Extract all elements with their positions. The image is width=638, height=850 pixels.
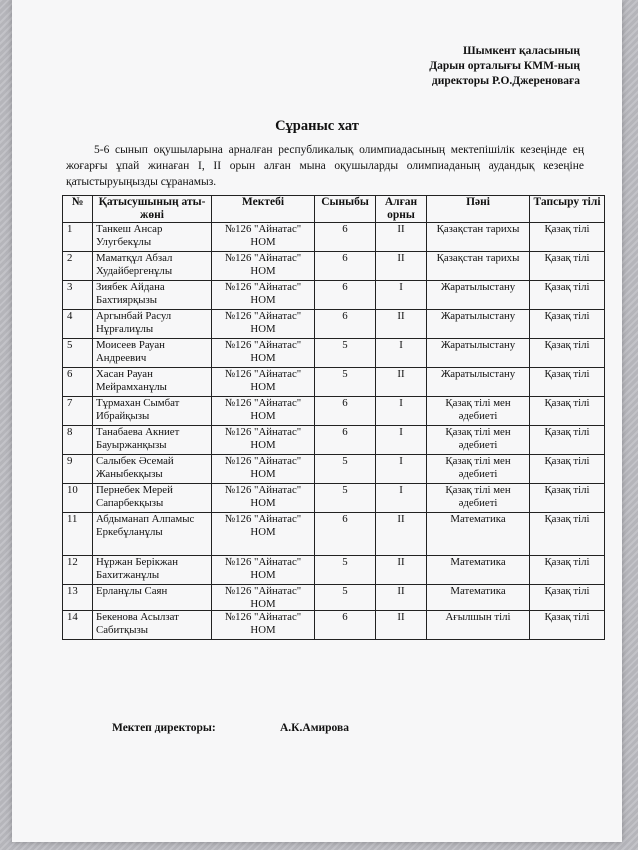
- table-row: [63, 339, 605, 368]
- cell-school: №126 "Айнатас" НОМ: [212, 455, 315, 484]
- cell-lang: Қазақ тілі: [530, 426, 605, 455]
- cell-num: 5: [63, 339, 93, 368]
- cell-num: 13: [63, 585, 93, 611]
- cell-subject: Қазақ тілі мен әдебиеті: [427, 397, 530, 426]
- cell-lang: Қазақ тілі: [530, 223, 605, 252]
- cell-subject: Қазақ тілі мен әдебиеті: [427, 484, 530, 513]
- header-lang: Тапсыру тілі: [530, 196, 605, 223]
- addressee-block: [429, 44, 580, 89]
- cell-subject: Жаратылыстану: [427, 339, 530, 368]
- cell-subject: Қазақ тілі мен әдебиеті: [427, 426, 530, 455]
- cell-place: ІІ: [376, 310, 427, 339]
- cell-place: І: [376, 426, 427, 455]
- cell-lang: Қазақ тілі: [530, 252, 605, 281]
- table-body: [63, 223, 605, 640]
- cell-subject: Математика: [427, 585, 530, 611]
- header-school: Мектебі: [212, 196, 315, 223]
- intro-paragraph: 5-6 сынып оқушыларына арналған республикалық олимпиадасының мектепішілік кезеңінде ең жоғарғы ұпай жинаған І, ІІ орын алған мына оқушыларды олимпиаданың аудандық кезеңіне қатыстыруыңызды сұранамыз.: [66, 144, 584, 188]
- cell-grade: 6: [315, 397, 376, 426]
- cell-school: №126 "Айнатас" НОМ: [212, 252, 315, 281]
- cell-name: Маматқұл Абзал Худайбергенұлы: [93, 252, 212, 281]
- cell-num: 12: [63, 556, 93, 585]
- cell-grade: 5: [315, 585, 376, 611]
- cell-place: І: [376, 281, 427, 310]
- cell-name: Хасан Рауан Мейрамханұлы: [93, 368, 212, 397]
- cell-school: №126 "Айнатас" НОМ: [212, 484, 315, 513]
- cell-lang: Қазақ тілі: [530, 310, 605, 339]
- director-name: А.К.Амирова: [280, 722, 349, 734]
- cell-num: 11: [63, 513, 93, 556]
- cell-school: №126 "Айнатас" НОМ: [212, 310, 315, 339]
- cell-place: ІІ: [376, 585, 427, 611]
- cell-subject: Жаратылыстану: [427, 281, 530, 310]
- cell-num: 9: [63, 455, 93, 484]
- cell-name: Моисеев Рауан Андреевич: [93, 339, 212, 368]
- cell-name: Танабаева Акниет Бауыржанқызы: [93, 426, 212, 455]
- cell-place: І: [376, 484, 427, 513]
- cell-num: 8: [63, 426, 93, 455]
- cell-school: №126 "Айнатас" НОМ: [212, 339, 315, 368]
- document-page: [12, 0, 622, 842]
- table-row: [63, 455, 605, 484]
- cell-lang: Қазақ тілі: [530, 556, 605, 585]
- cell-lang: Қазақ тілі: [530, 339, 605, 368]
- cell-place: ІІ: [376, 223, 427, 252]
- table-row: [63, 252, 605, 281]
- cell-num: 2: [63, 252, 93, 281]
- cell-grade: 6: [315, 611, 376, 640]
- cell-subject: Математика: [427, 556, 530, 585]
- cell-lang: Қазақ тілі: [530, 397, 605, 426]
- cell-name: Бекенова Асылзат Сабитқызы: [93, 611, 212, 640]
- cell-school: №126 "Айнатас" НОМ: [212, 368, 315, 397]
- cell-name: Тұрмахан Сымбат Ибрайқызы: [93, 397, 212, 426]
- cell-school: №126 "Айнатас" НОМ: [212, 281, 315, 310]
- cell-grade: 6: [315, 252, 376, 281]
- cell-num: 4: [63, 310, 93, 339]
- cell-place: ІІ: [376, 252, 427, 281]
- cell-place: І: [376, 339, 427, 368]
- cell-grade: 5: [315, 484, 376, 513]
- cell-subject: Қазақстан тарихы: [427, 223, 530, 252]
- header-grade: Сыныбы: [315, 196, 376, 223]
- cell-grade: 5: [315, 339, 376, 368]
- table-row: [63, 513, 605, 556]
- cell-grade: 5: [315, 455, 376, 484]
- document-title: Сұраныс хат: [275, 118, 359, 134]
- table-row: [63, 223, 605, 252]
- addressee-line-2: Дарын орталығы КММ-ның: [429, 60, 580, 72]
- cell-school: №126 "Айнатас" НОМ: [212, 513, 315, 556]
- cell-lang: Қазақ тілі: [530, 484, 605, 513]
- cell-lang: Қазақ тілі: [530, 513, 605, 556]
- cell-num: 3: [63, 281, 93, 310]
- cell-num: 7: [63, 397, 93, 426]
- cell-lang: Қазақ тілі: [530, 585, 605, 611]
- cell-place: І: [376, 397, 427, 426]
- cell-subject: Ағылшын тілі: [427, 611, 530, 640]
- cell-grade: 6: [315, 223, 376, 252]
- table-row: [63, 556, 605, 585]
- cell-name: Зиябек Айдана Бахтиярқызы: [93, 281, 212, 310]
- cell-subject: Жаратылыстану: [427, 310, 530, 339]
- cell-place: ІІ: [376, 611, 427, 640]
- table-row: [63, 484, 605, 513]
- cell-name: Нұржан Берікжан Бахитжанұлы: [93, 556, 212, 585]
- table-header-row: [63, 196, 605, 223]
- cell-school: №126 "Айнатас" НОМ: [212, 585, 315, 611]
- table-row: [63, 611, 605, 640]
- cell-name: Танкеш Ансар Улугбекұлы: [93, 223, 212, 252]
- cell-place: ІІ: [376, 513, 427, 556]
- cell-lang: Қазақ тілі: [530, 611, 605, 640]
- header-place: Алған орны: [376, 196, 427, 223]
- cell-num: 6: [63, 368, 93, 397]
- cell-name: Абдыманап Алпамыс Еркебұланұлы: [93, 513, 212, 556]
- cell-lang: Қазақ тілі: [530, 455, 605, 484]
- table-row: [63, 585, 605, 611]
- cell-place: ІІ: [376, 368, 427, 397]
- cell-lang: Қазақ тілі: [530, 281, 605, 310]
- cell-grade: 6: [315, 426, 376, 455]
- header-num: №: [63, 196, 93, 223]
- cell-school: №126 "Айнатас" НОМ: [212, 556, 315, 585]
- cell-name: Аргынбай Расул Нұрғалиұлы: [93, 310, 212, 339]
- cell-name: Салыбек Әсемай Жаныбекқызы: [93, 455, 212, 484]
- table-row: [63, 368, 605, 397]
- cell-grade: 5: [315, 368, 376, 397]
- cell-subject: Математика: [427, 513, 530, 556]
- cell-grade: 5: [315, 556, 376, 585]
- header-subject: Пәні: [427, 196, 530, 223]
- cell-grade: 6: [315, 310, 376, 339]
- table-row: [63, 281, 605, 310]
- cell-num: 1: [63, 223, 93, 252]
- cell-place: ІІ: [376, 556, 427, 585]
- cell-place: І: [376, 455, 427, 484]
- cell-name: Пернебек Мерей Сапарбекқызы: [93, 484, 212, 513]
- cell-school: №126 "Айнатас" НОМ: [212, 426, 315, 455]
- cell-subject: Қазақ тілі мен әдебиеті: [427, 455, 530, 484]
- cell-name: Ерланұлы Саян: [93, 585, 212, 611]
- cell-subject: Қазақстан тарихы: [427, 252, 530, 281]
- header-name: Қатысушының аты-жөні: [93, 196, 212, 223]
- table-row: [63, 397, 605, 426]
- cell-school: №126 "Айнатас" НОМ: [212, 611, 315, 640]
- table-row: [63, 426, 605, 455]
- cell-grade: 6: [315, 513, 376, 556]
- cell-num: 14: [63, 611, 93, 640]
- director-label: Мектеп директоры:: [112, 722, 216, 734]
- cell-num: 10: [63, 484, 93, 513]
- cell-school: №126 "Айнатас" НОМ: [212, 397, 315, 426]
- cell-subject: Жаратылыстану: [427, 368, 530, 397]
- addressee-line-1: Шымкент қаласының: [462, 45, 580, 57]
- cell-lang: Қазақ тілі: [530, 368, 605, 397]
- students-table: [62, 195, 605, 640]
- cell-grade: 6: [315, 281, 376, 310]
- table-row: [63, 310, 605, 339]
- addressee-line-3: директоры Р.О.Джереноваға: [431, 75, 580, 87]
- cell-school: №126 "Айнатас" НОМ: [212, 223, 315, 252]
